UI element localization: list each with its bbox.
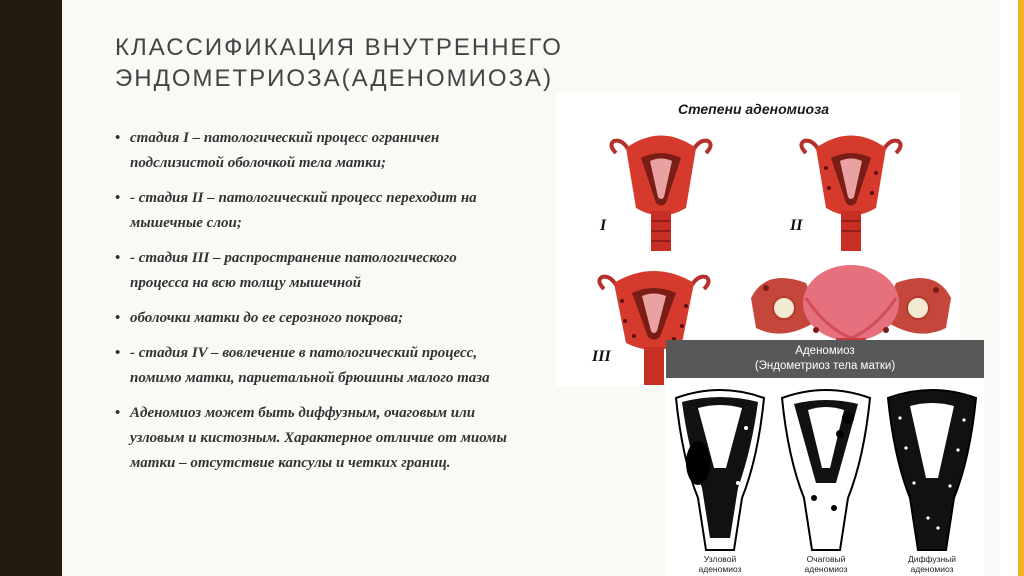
focal-form-label — [786, 554, 866, 574]
title-line-2: ЭНДОМЕТРИОЗА(АДЕНОМИОЗА) — [115, 65, 554, 92]
bullet-item: • - стадия III – распространение патологического процесса на всю толщу мышечной — [115, 246, 515, 296]
bullet-item: • - стадия II – патологический процесс переходит на мышечные слои; — [115, 186, 515, 236]
bullet-item: • Аденомиоз может быть диффузным, очаговым или узловым и кистозным. Характерное отличие от миомы матки – отсутствие капсулы и четких границ. — [115, 401, 515, 476]
uterus-stage-2-image — [796, 123, 906, 263]
left-dark-bar — [0, 0, 62, 576]
gold-accent-bar — [1018, 0, 1024, 576]
bullet-list — [115, 126, 515, 486]
form-label-line: аденомиоз — [910, 564, 954, 574]
stage-label-2: II — [790, 217, 803, 234]
bullet-item: • оболочки матки до ее серозного покрова; — [115, 306, 515, 331]
bullet-item: • стадия I – патологический процесс ограничен подслизистой оболочкой тела матки; — [115, 126, 515, 176]
nodular-adenomyosis-image — [668, 388, 772, 553]
nodular-form-label — [680, 554, 760, 574]
stage-label-1: I — [600, 217, 607, 234]
form-label-line: аденомиоз — [698, 564, 742, 574]
stage-label-3: III — [592, 348, 611, 365]
title-line-1: КЛАССИФИКАЦИЯ ВНУТРЕННЕГО — [115, 34, 563, 61]
form-label-line: Узловой — [703, 554, 737, 564]
forms-header-line-1: Аденомиоз — [795, 345, 855, 357]
slide-title — [115, 32, 695, 94]
form-label-line: аденомиоз — [804, 564, 848, 574]
figure-title: Степени аденомиоза — [678, 101, 830, 117]
forms-figure-header — [666, 340, 984, 378]
forms-header-line-2: (Эндометриоз тела матки) — [754, 360, 896, 372]
right-accent-strip — [1000, 0, 1024, 576]
adenomyosis-forms-figure — [666, 340, 984, 576]
form-label-line: Очаговый — [806, 554, 846, 564]
diffuse-form-label — [892, 554, 972, 574]
bullet-item: • - стадия IV – вовлечение в патологический процесс, помимо матки, париетальной брюшины малого таза — [115, 341, 515, 391]
diffuse-adenomyosis-image — [880, 388, 984, 553]
uterus-stage-1-image — [606, 123, 716, 263]
form-label-line: Диффузный — [907, 554, 957, 564]
focal-adenomyosis-image — [774, 388, 878, 553]
